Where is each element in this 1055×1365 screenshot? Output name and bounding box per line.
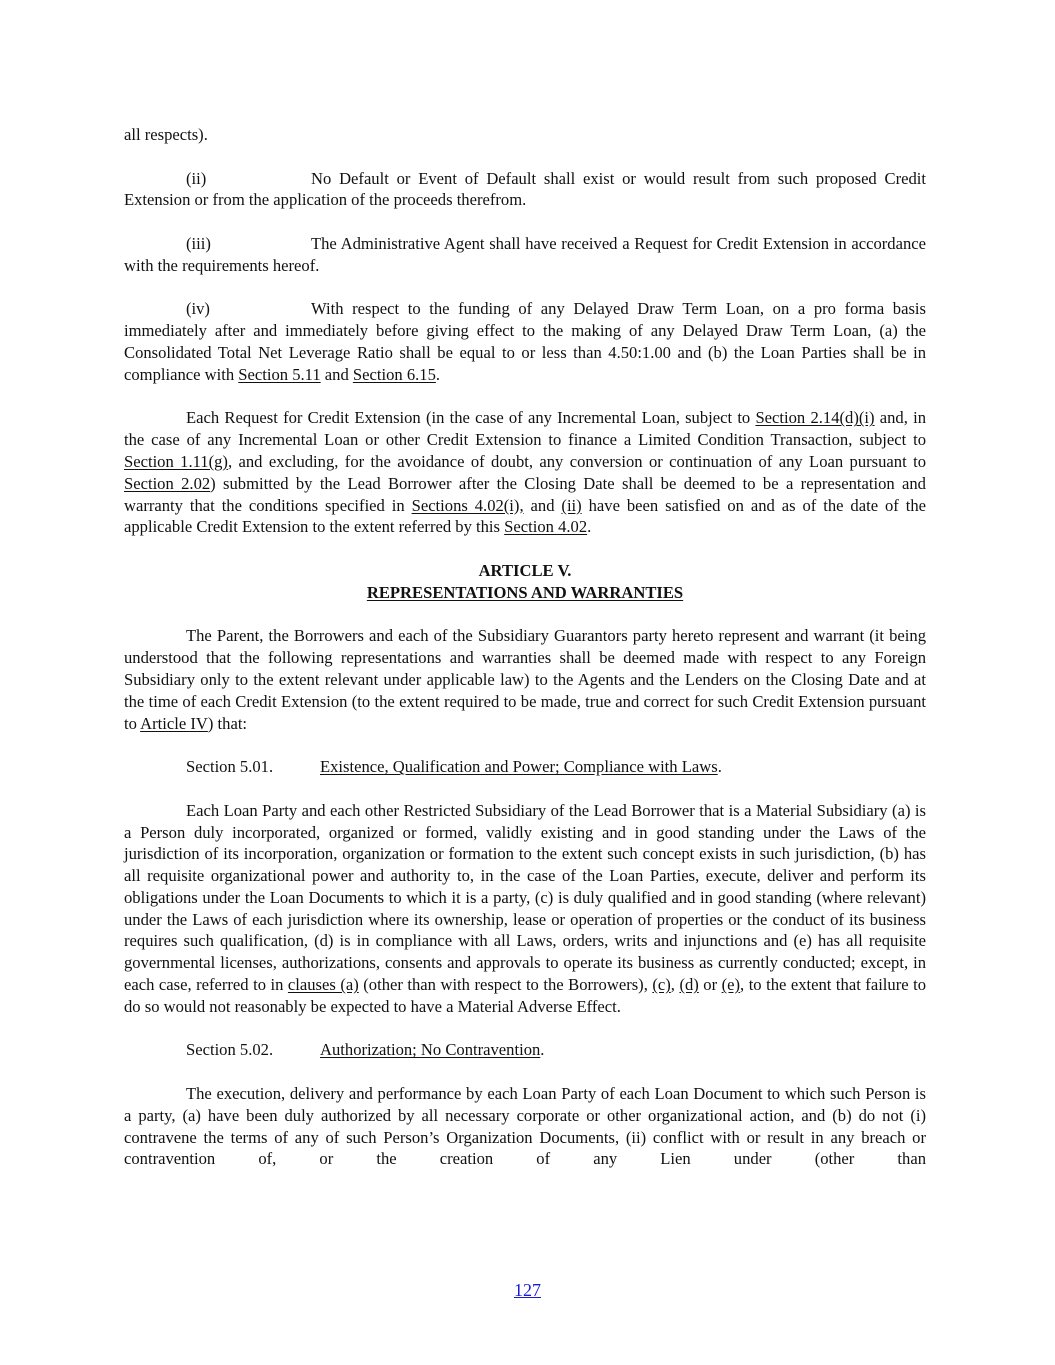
paragraph-text: , — [670, 975, 680, 995]
link-section-1-11[interactable]: Section 1.11(g) — [124, 451, 228, 471]
link-ii[interactable]: (ii) — [561, 495, 582, 515]
paragraph-text: Each Loan Party and each other Restricted Subsidiary of the Lead Borrower that is a Material Subsidiary (a) is a Person duly incorporated, organized or formed, validly existing and in good standing under the Laws of the jurisdiction of its incorporation, organization or formation to the extent such concept exists in such jurisdiction, (b) has all requisite organizational power and authority to, in the case of the Loan Parties, execute, deliver and perform its obligations under the Loan Documents to which it is a party, (c) is duly qualified and in good standing (where relevant) under the Laws of each jurisdiction where its ownership, lease or operation of properties or the conduct of its business requires such qualification, (d) is in compliance with all Laws, orders, writs and injunctions and (e) has all requisite governmental licenses, authorizations, consents and approvals to operate its business as currently conducted; except, in each case, referred to in — [124, 800, 926, 995]
link-section-2-14[interactable]: Section 2.14(d)(i) — [755, 408, 875, 428]
link-section-6-15[interactable]: Section 6.15 — [352, 364, 436, 384]
section-title: Authorization; No Contravention — [320, 1040, 541, 1060]
link-c[interactable]: (c) — [652, 975, 671, 995]
link-article-iv[interactable]: Article IV — [140, 713, 208, 733]
document-page — [124, 124, 926, 1170]
paragraph-text: ) submitted by the Lead Borrower after the Closing Date shall be deemed to be a representation and warranty that the conditions specified in — [124, 473, 926, 515]
clause-number: (iii) — [186, 233, 211, 253]
request-paragraph — [124, 407, 926, 538]
link-section-4-02[interactable]: Section 4.02 — [504, 517, 588, 537]
paragraph-text: . — [587, 517, 592, 537]
clause-ii — [124, 168, 926, 212]
clause-iv — [124, 298, 926, 385]
link-section-5-11[interactable]: Section 5.11 — [238, 364, 321, 384]
article-number: ARTICLE V. — [478, 560, 572, 580]
clause-number: (ii) — [186, 168, 207, 188]
clause-text: With respect to the funding of any Delayed Draw Term Loan, on a pro forma basis immediately after and immediately before giving effect to the making of any Delayed Draw Term Loan, (a) the Consolidated Total Net Leverage Ratio shall be equal to or less than 4.50:1.00 and (b) the Loan Parties shall be in compliance with — [124, 299, 926, 384]
paragraph-text: ) that: — [207, 713, 248, 733]
paragraph-text: and, in the case of any Incremental Loan or other Credit Extension to finance a Limited Condition Transaction, subject to — [124, 408, 926, 450]
page-number-link[interactable]: 127 — [514, 1280, 541, 1300]
paragraph-text: have been satisfied on and as of the date of the applicable Credit Extension to the extent referred by this — [124, 495, 926, 537]
link-sections-4-02-i[interactable]: Sections 4.02(i), — [411, 495, 524, 515]
clause-text: and — [320, 364, 353, 384]
clause-text: . — [435, 364, 441, 384]
clause-text: The Administrative Agent shall have received a Request for Credit Extension in accordance with the requirements hereof. — [124, 233, 926, 275]
link-e[interactable]: (e) — [721, 975, 741, 995]
carry-over-text: all respects). — [124, 125, 208, 144]
section-title: Existence, Qualification and Power; Compliance with Laws — [320, 757, 718, 777]
paragraph-text: Each Request for Credit Extension (in the case of any Incremental Loan, subject to — [186, 408, 756, 428]
link-clauses-a[interactable]: clauses (a) — [287, 975, 359, 995]
section-number: Section 5.01. — [186, 757, 274, 777]
section-5-02-heading — [124, 1039, 926, 1061]
section-number: Section 5.02. — [186, 1040, 274, 1060]
link-section-2-02[interactable]: Section 2.02 — [124, 473, 211, 493]
paragraph-text: or — [698, 975, 722, 995]
section-title-period: . — [717, 757, 722, 777]
clause-number: (iv) — [186, 299, 210, 319]
paragraph-text: The Parent, the Borrowers and each of the Subsidiary Guarantors party hereto represent and warrant (it being understood that the following representations and warranties shall be deemed made with respect to any Foreign Subsidiary only to the extent relevant under applicable law) to the Agents and the Lenders on the Closing Date and at the time of each Credit Extension (to the extent required to be made, true and correct for such Credit Extension pursuant to — [124, 626, 926, 733]
section-5-01-body — [124, 800, 926, 1018]
paragraph-text: and — [523, 495, 562, 515]
link-d[interactable]: (d) — [679, 975, 699, 995]
clause-text: No Default or Event of Default shall exist or would result from such proposed Credit Extension or from the application of the proceeds therefrom. — [124, 168, 926, 210]
paragraph-text: , and excluding, for the avoidance of doubt, any conversion or continuation of any Loan pursuant to — [227, 451, 926, 471]
paragraph-text: (other than with respect to the Borrowers), — [358, 975, 653, 995]
article-title: REPRESENTATIONS AND WARRANTIES — [366, 582, 684, 602]
paragraph-text: , to the extent that failure to do so would not reasonably be expected to have a Material Adverse Effect. — [124, 975, 927, 1016]
article-heading — [124, 560, 926, 604]
section-5-01-heading — [124, 756, 926, 778]
intro-paragraph — [124, 625, 926, 734]
clause-iii — [124, 233, 926, 277]
section-5-02-body: The execution, delivery and performance by each Loan Party of each Loan Document to which such Person is a party, (a) have been duly authorized by all necessary corporate or other organizational action, and (b) do not (i) contravene the terms of any of such Person’s Organization Documents, (ii) conflict with or result in any breach or contravention of, or the creation of any Lien under (other than — [124, 1084, 926, 1169]
section-title-period: . — [540, 1040, 545, 1060]
